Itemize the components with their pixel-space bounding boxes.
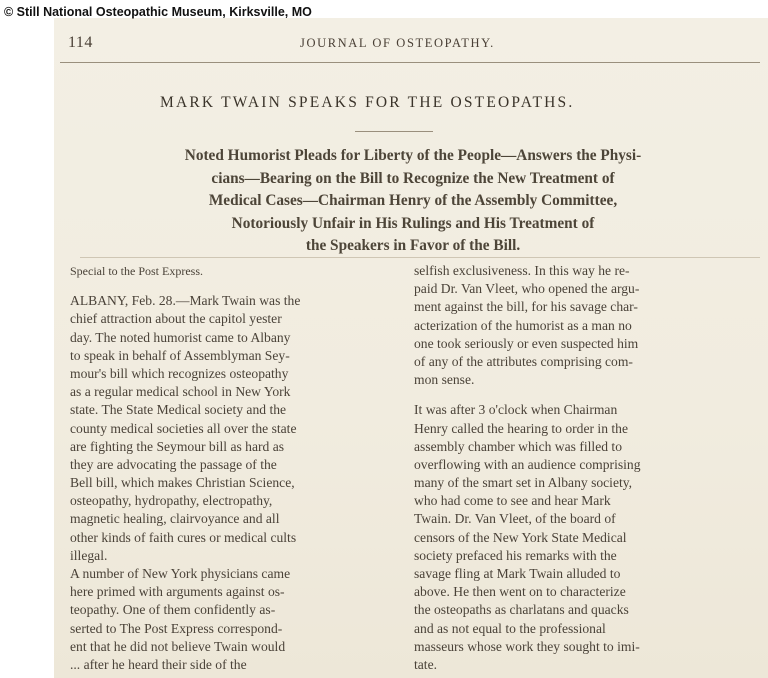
text-line: ALBANY, Feb. 28.—Mark Twain was the (70, 293, 301, 309)
text-line: the osteopaths as charlatans and quacks (414, 602, 629, 618)
text-line: above. He then went on to characterize (414, 584, 626, 600)
text-line: mour's bill which recognizes osteopathy (70, 365, 289, 381)
text-line: mon sense. (414, 372, 475, 388)
text-line: other kinds of faith cures or medical cults (70, 529, 297, 545)
text-line: ... after he heard their side of the (70, 656, 247, 672)
text-line: assembly chamber which was filled to (414, 438, 623, 454)
text-line: illegal. (70, 547, 108, 563)
spacer (70, 280, 394, 292)
text-line: county medical societies all over the state (70, 420, 297, 436)
paragraph (70, 565, 394, 674)
text-line: Henry called the hearing to order in the (414, 420, 629, 436)
text-line: who had come to see and hear Mark (414, 493, 611, 509)
deck-line: Noted Humorist Pleads for Liberty of the People—Answers the Physi- (184, 147, 642, 164)
deck-rule (80, 257, 760, 258)
text-line: magnetic healing, clairvoyance and all (70, 511, 280, 527)
deck-line: cians—Bearing on the Bill to Recognize the New Treatment of (211, 169, 615, 187)
text-line: day. The noted humorist came to Albany (70, 329, 291, 345)
text-line: Bell bill, which makes Christian Science, (70, 475, 295, 491)
text-line: of any of the attributes comprising com- (414, 353, 633, 369)
spacer (414, 389, 746, 401)
text-line: osteopathy, hydropathy, electropathy, (70, 493, 273, 509)
paragraph (414, 262, 746, 389)
text-line: It was after 3 o'clock when Chairman (414, 402, 618, 418)
left-column (70, 262, 394, 674)
byline: Special to the Post Express. (70, 264, 203, 278)
text-line: are fighting the Seymour bill as hard as (70, 438, 285, 454)
text-line: overflowing with an audience comprising (414, 456, 641, 472)
museum-credit: © Still National Osteopathic Museum, Kirksville, MO (4, 5, 312, 19)
page-number: 114 (68, 34, 93, 51)
text-line: serted to The Post Express correspond- (70, 620, 283, 636)
text-line: acterization of the humorist as a man no (414, 317, 632, 333)
text-line: chief attraction about the capitol yester (70, 311, 282, 327)
text-line: and as not equal to the professional (414, 620, 606, 636)
deck-line: Notoriously Unfair in His Rulings and His Treatment of (231, 214, 595, 232)
text-line: ment against the bill, for his savage char- (414, 299, 638, 315)
deck-line: Medical Cases—Chairman Henry of the Assembly Committee, (208, 192, 618, 209)
text-line: here primed with arguments against os- (70, 584, 285, 600)
text-line: Twain. Dr. Van Vleet, of the board of (414, 511, 616, 527)
paragraph (70, 292, 394, 565)
deck-line: the Speakers in Favor of the Bill. (305, 237, 521, 254)
text-line: many of the smart set in Albany society, (414, 475, 633, 491)
text-line: teopathy. One of them confidently as- (70, 602, 276, 618)
text-line: as a regular medical school in New York (70, 384, 291, 400)
paragraph (414, 401, 746, 674)
text-line: society prefaced his remarks with the (414, 547, 617, 563)
text-line: censors of the New York State Medical (414, 529, 627, 545)
text-line: state. The State Medical society and the (70, 402, 287, 418)
text-line: A number of New York physicians came (70, 566, 291, 581)
text-line: to speak in behalf of Assemblyman Sey- (70, 347, 290, 363)
right-column (414, 262, 746, 674)
header-rule (60, 62, 760, 63)
article-deck (66, 145, 760, 258)
text-line: tate. (414, 656, 438, 672)
text-line: masseurs whose work they sought to imi- (414, 638, 640, 654)
title-rule (355, 131, 433, 132)
text-line: savage fling at Mark Twain alluded to (414, 566, 621, 581)
article-title: MARK TWAIN SPEAKS FOR THE OSTEOPATHS. (160, 94, 575, 111)
text-line: ent that he did not believe Twain would (70, 638, 286, 654)
text-line: one took seriously or even suspected him (414, 335, 639, 351)
text-line: they are advocating the passage of the (70, 456, 277, 472)
journal-title: JOURNAL OF OSTEOPATHY. (300, 36, 495, 50)
text-line: selfish exclusiveness. In this way he re- (414, 263, 630, 278)
text-line: paid Dr. Van Vleet, who opened the argu- (414, 281, 640, 297)
